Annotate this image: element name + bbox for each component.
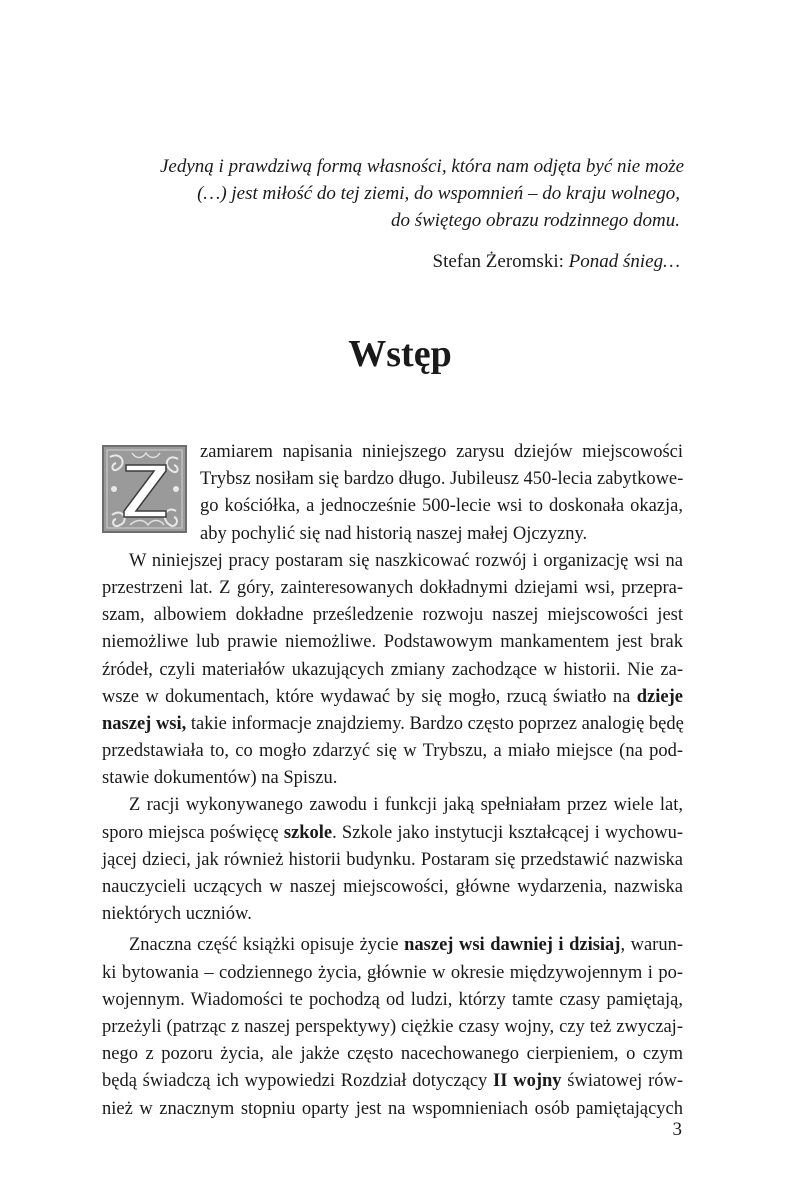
text-line: W niniejszej pracy postaram się naszkicować rozwój i organizację wsi na <box>129 550 683 571</box>
text-run: sporo miejsca poświęcę <box>102 822 284 843</box>
text-run: światowej rów- <box>561 1071 683 1092</box>
bold-text: dzieje <box>636 686 683 707</box>
epigraph-line: (…) jest miłość do tej ziemi, do wspomnień – do kraju wolnego, <box>197 183 680 204</box>
epigraph-work-title: Ponad śnieg… <box>568 251 680 272</box>
text-line <box>102 1068 683 1095</box>
body-text <box>102 439 683 1123</box>
text-line: zamiarem napisania niniejszego zarysu dziejów miejscowości <box>200 442 683 462</box>
text-line <box>102 820 683 847</box>
text-line: jącej dzieci, jak również historii budynku. Postaram się przedstawić nazwiska <box>102 849 683 870</box>
text-run: Znaczna część książki opisuje życie <box>129 935 405 956</box>
text-line: nauczycieli uczących w naszej miejscowości, główne wydarzenia, nazwiska <box>102 877 683 897</box>
text-run: takie informacje znajdziemy. Bardzo często poprzez analogię będę <box>186 713 684 734</box>
page-number: 3 <box>672 1119 682 1140</box>
epigraph-attribution <box>433 248 681 275</box>
text-line <box>102 684 683 711</box>
text-line: ki bytowania – codziennego życia, głównie w okresie międzywojennym i po- <box>102 962 683 983</box>
text-line: niemożliwe lub prawie niemożliwe. Podstawowym mankamentem jest brak <box>102 632 683 653</box>
text-line: przeżyli (patrząc z naszej perspektywy) ciężkie czasy wojny, czy też zwyczaj- <box>102 1016 683 1037</box>
text-line: stawie dokumentów) na Spiszu. <box>102 768 338 789</box>
text-line: go kościółka, a jednocześnie 500-lecie wsi to doskonała okazja, <box>200 496 683 517</box>
bold-text: szkole <box>283 822 333 843</box>
text-line: przestrzeni lat. Z góry, zainteresowanych dokładnymi dziejami wsi, przepra- <box>102 577 683 598</box>
text-line: Z racji wykonywanego zawodu i funkcji jaką spełniałam przez wiele lat, <box>129 795 683 816</box>
text-line: szam, albowiem dokładne prześledzenie rozwoju naszej miejscowości jest <box>102 605 683 626</box>
text-line: aby pochylić się nad historią naszej małej Ojczyzny. <box>200 523 588 544</box>
text-run: , warun- <box>620 935 683 956</box>
epigraph-line: Jedyną i prawdziwą formą własności, która nam odjęta być nie może <box>160 156 685 177</box>
epigraph-author: Stefan Żeromski: <box>432 251 569 272</box>
epigraph-line: do świętego obrazu rodzinnego domu. <box>390 210 680 231</box>
chapter-title: Wstęp <box>348 333 452 375</box>
text-line <box>102 932 683 959</box>
text-run: będą świadczą ich wypowiedzi Rozdział dotyczący <box>102 1071 494 1092</box>
text-line: źródeł, czyli materiałów ukazujących zmiany zachodzące w historii. Nie za- <box>102 659 683 680</box>
text-run: wsze w dokumentach, które wydawać by się mogło, rzucą światło na <box>102 686 637 707</box>
text-run: . Szkole jako instytucji kształcącej i wychowu- <box>332 822 683 843</box>
text-line: nież w znacznym stopniu oparty jest na wspomnieniach osób pamiętających <box>102 1098 683 1119</box>
text-line: nego z pozoru życia, ale jakże często nacechowanego cierpieniem, o czym <box>102 1044 683 1065</box>
text-line: niektórych uczniów. <box>102 904 252 925</box>
text-line <box>102 711 683 738</box>
text-line: wojennym. Wiadomości te pochodzą od ludzi, którzy tamte czasy pamiętają, <box>102 989 683 1010</box>
text-line: Trybsz nosiłam się bardzo długo. Jubileusz 450-lecia zabytkowe- <box>200 469 684 490</box>
bold-text: naszej wsi, <box>102 713 187 734</box>
epigraph <box>160 153 685 234</box>
bold-text: II wojny <box>493 1071 562 1092</box>
text-line: przedstawiała to, co mogło zdarzyć się w Trybszu, a miało miejsce (na pod- <box>102 741 683 762</box>
bold-text: naszej wsi dawniej i dzisiaj <box>404 935 621 956</box>
